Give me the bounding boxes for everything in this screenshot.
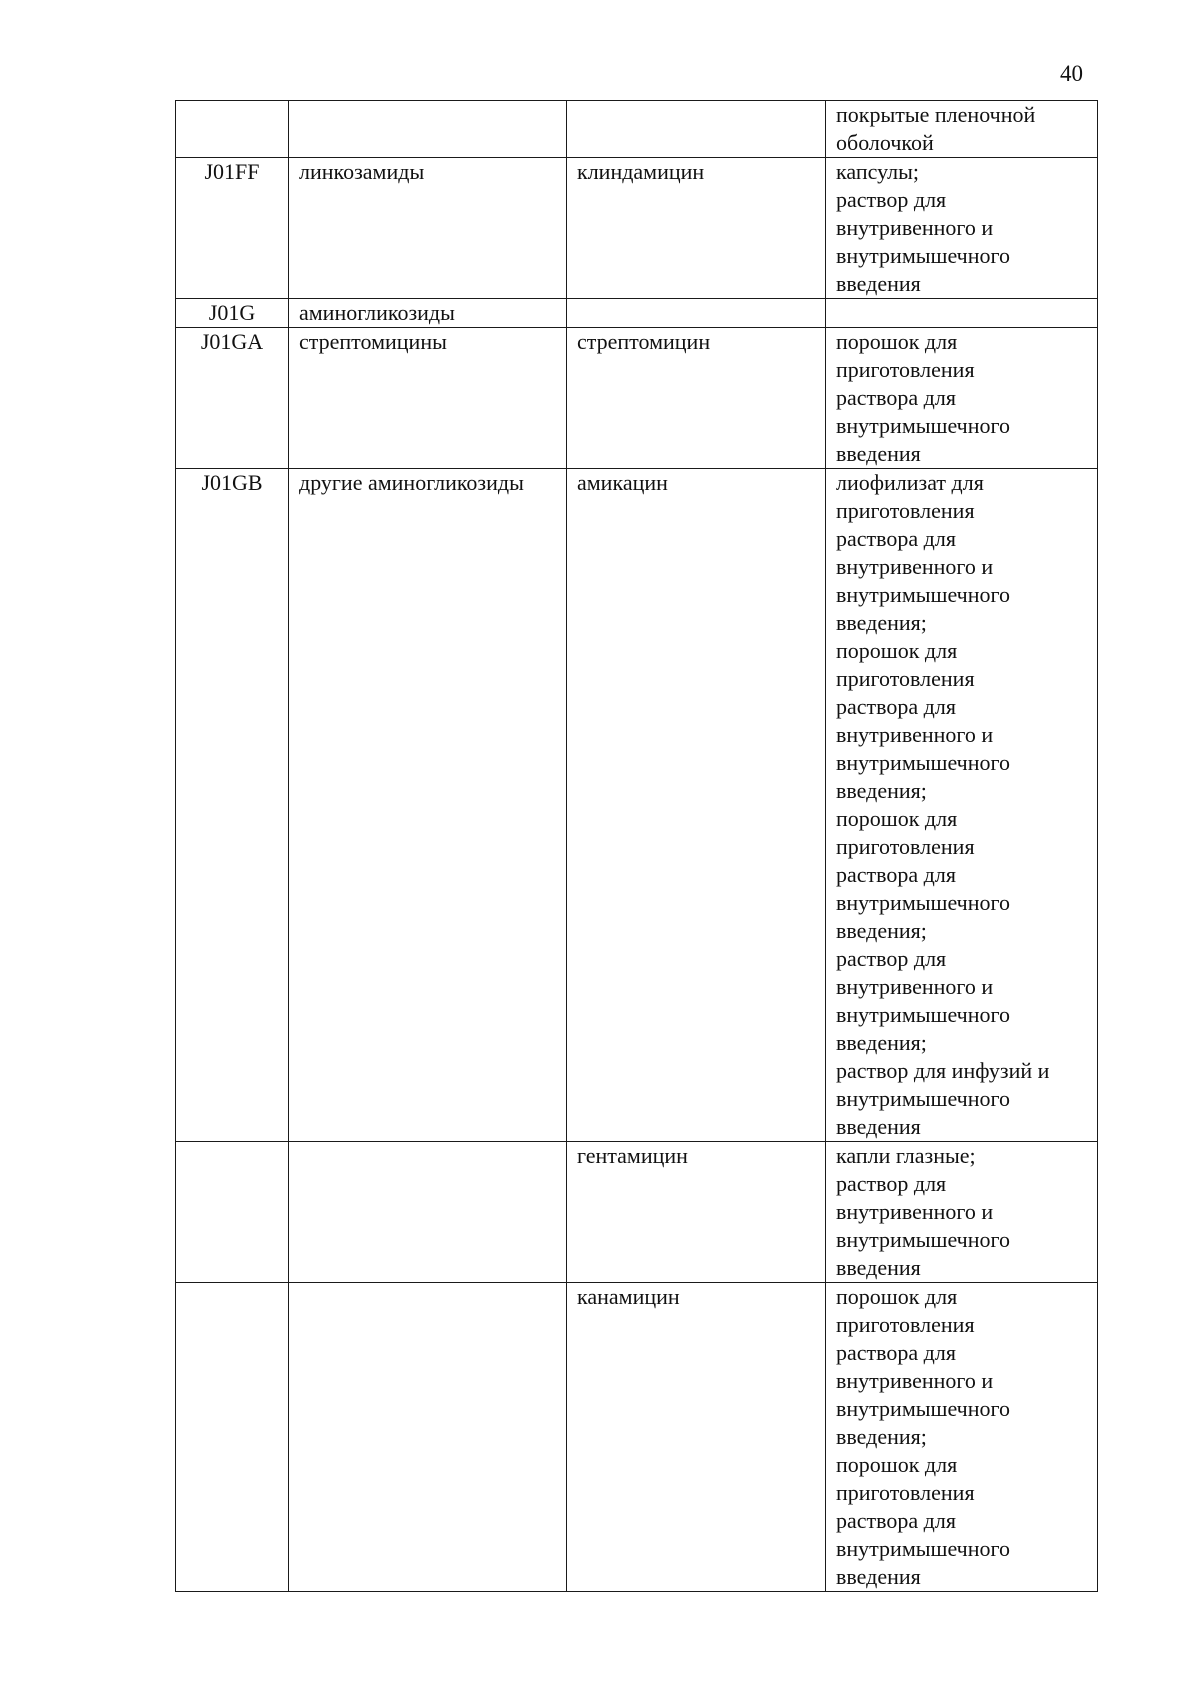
drug-table [175,100,1098,1592]
table-row [176,328,1098,469]
group-cell [289,1283,567,1592]
atc-code-cell [176,1283,289,1592]
atc-code-cell: J01GB [176,469,289,1142]
table-row [176,158,1098,299]
drug-name-cell: клиндамицин [567,158,826,299]
table-row [176,1283,1098,1592]
drug-name-cell: гентамицин [567,1142,826,1283]
dosage-form-cell: порошок для приготовления раствора для внутривенного и внутримышечного введения; порошок для приготовления раствора для внутримышечного введения [826,1283,1098,1592]
group-cell: стрептомицины [289,328,567,469]
atc-code-cell: J01G [176,299,289,328]
drug-name-cell [567,101,826,158]
dosage-form-cell: капли глазные; раствор для внутривенного и внутримышечного введения [826,1142,1098,1283]
table-row [176,469,1098,1142]
table-row [176,101,1098,158]
drug-name-cell [567,299,826,328]
drug-name-cell: стрептомицин [567,328,826,469]
dosage-form-cell: порошок для приготовления раствора для внутримышечного введения [826,328,1098,469]
group-cell: линкозамиды [289,158,567,299]
page-number: 40 [1060,61,1083,86]
group-cell: аминогликозиды [289,299,567,328]
group-cell [289,101,567,158]
table-row [176,1142,1098,1283]
dosage-form-cell [826,299,1098,328]
atc-code-cell: J01FF [176,158,289,299]
dosage-form-cell: лиофилизат для приготовления раствора для внутривенного и внутримышечного введения; порошок для приготовления раствора для внутривенного и внутримышечного введения; порошок для приготовления раствора для внутримышечного введения; раствор для внутривенного и внутримышечного введения; раствор для инфузий и внутримышечного введения [826,469,1098,1142]
drug-name-cell: канамицин [567,1283,826,1592]
dosage-form-cell: покрытые пленочной оболочкой [826,101,1098,158]
atc-code-cell [176,101,289,158]
group-cell [289,1142,567,1283]
table-row [176,299,1098,328]
group-cell: другие аминогликозиды [289,469,567,1142]
drug-name-cell: амикацин [567,469,826,1142]
atc-code-cell [176,1142,289,1283]
dosage-form-cell: капсулы; раствор для внутривенного и внутримышечного введения [826,158,1098,299]
atc-code-cell: J01GA [176,328,289,469]
